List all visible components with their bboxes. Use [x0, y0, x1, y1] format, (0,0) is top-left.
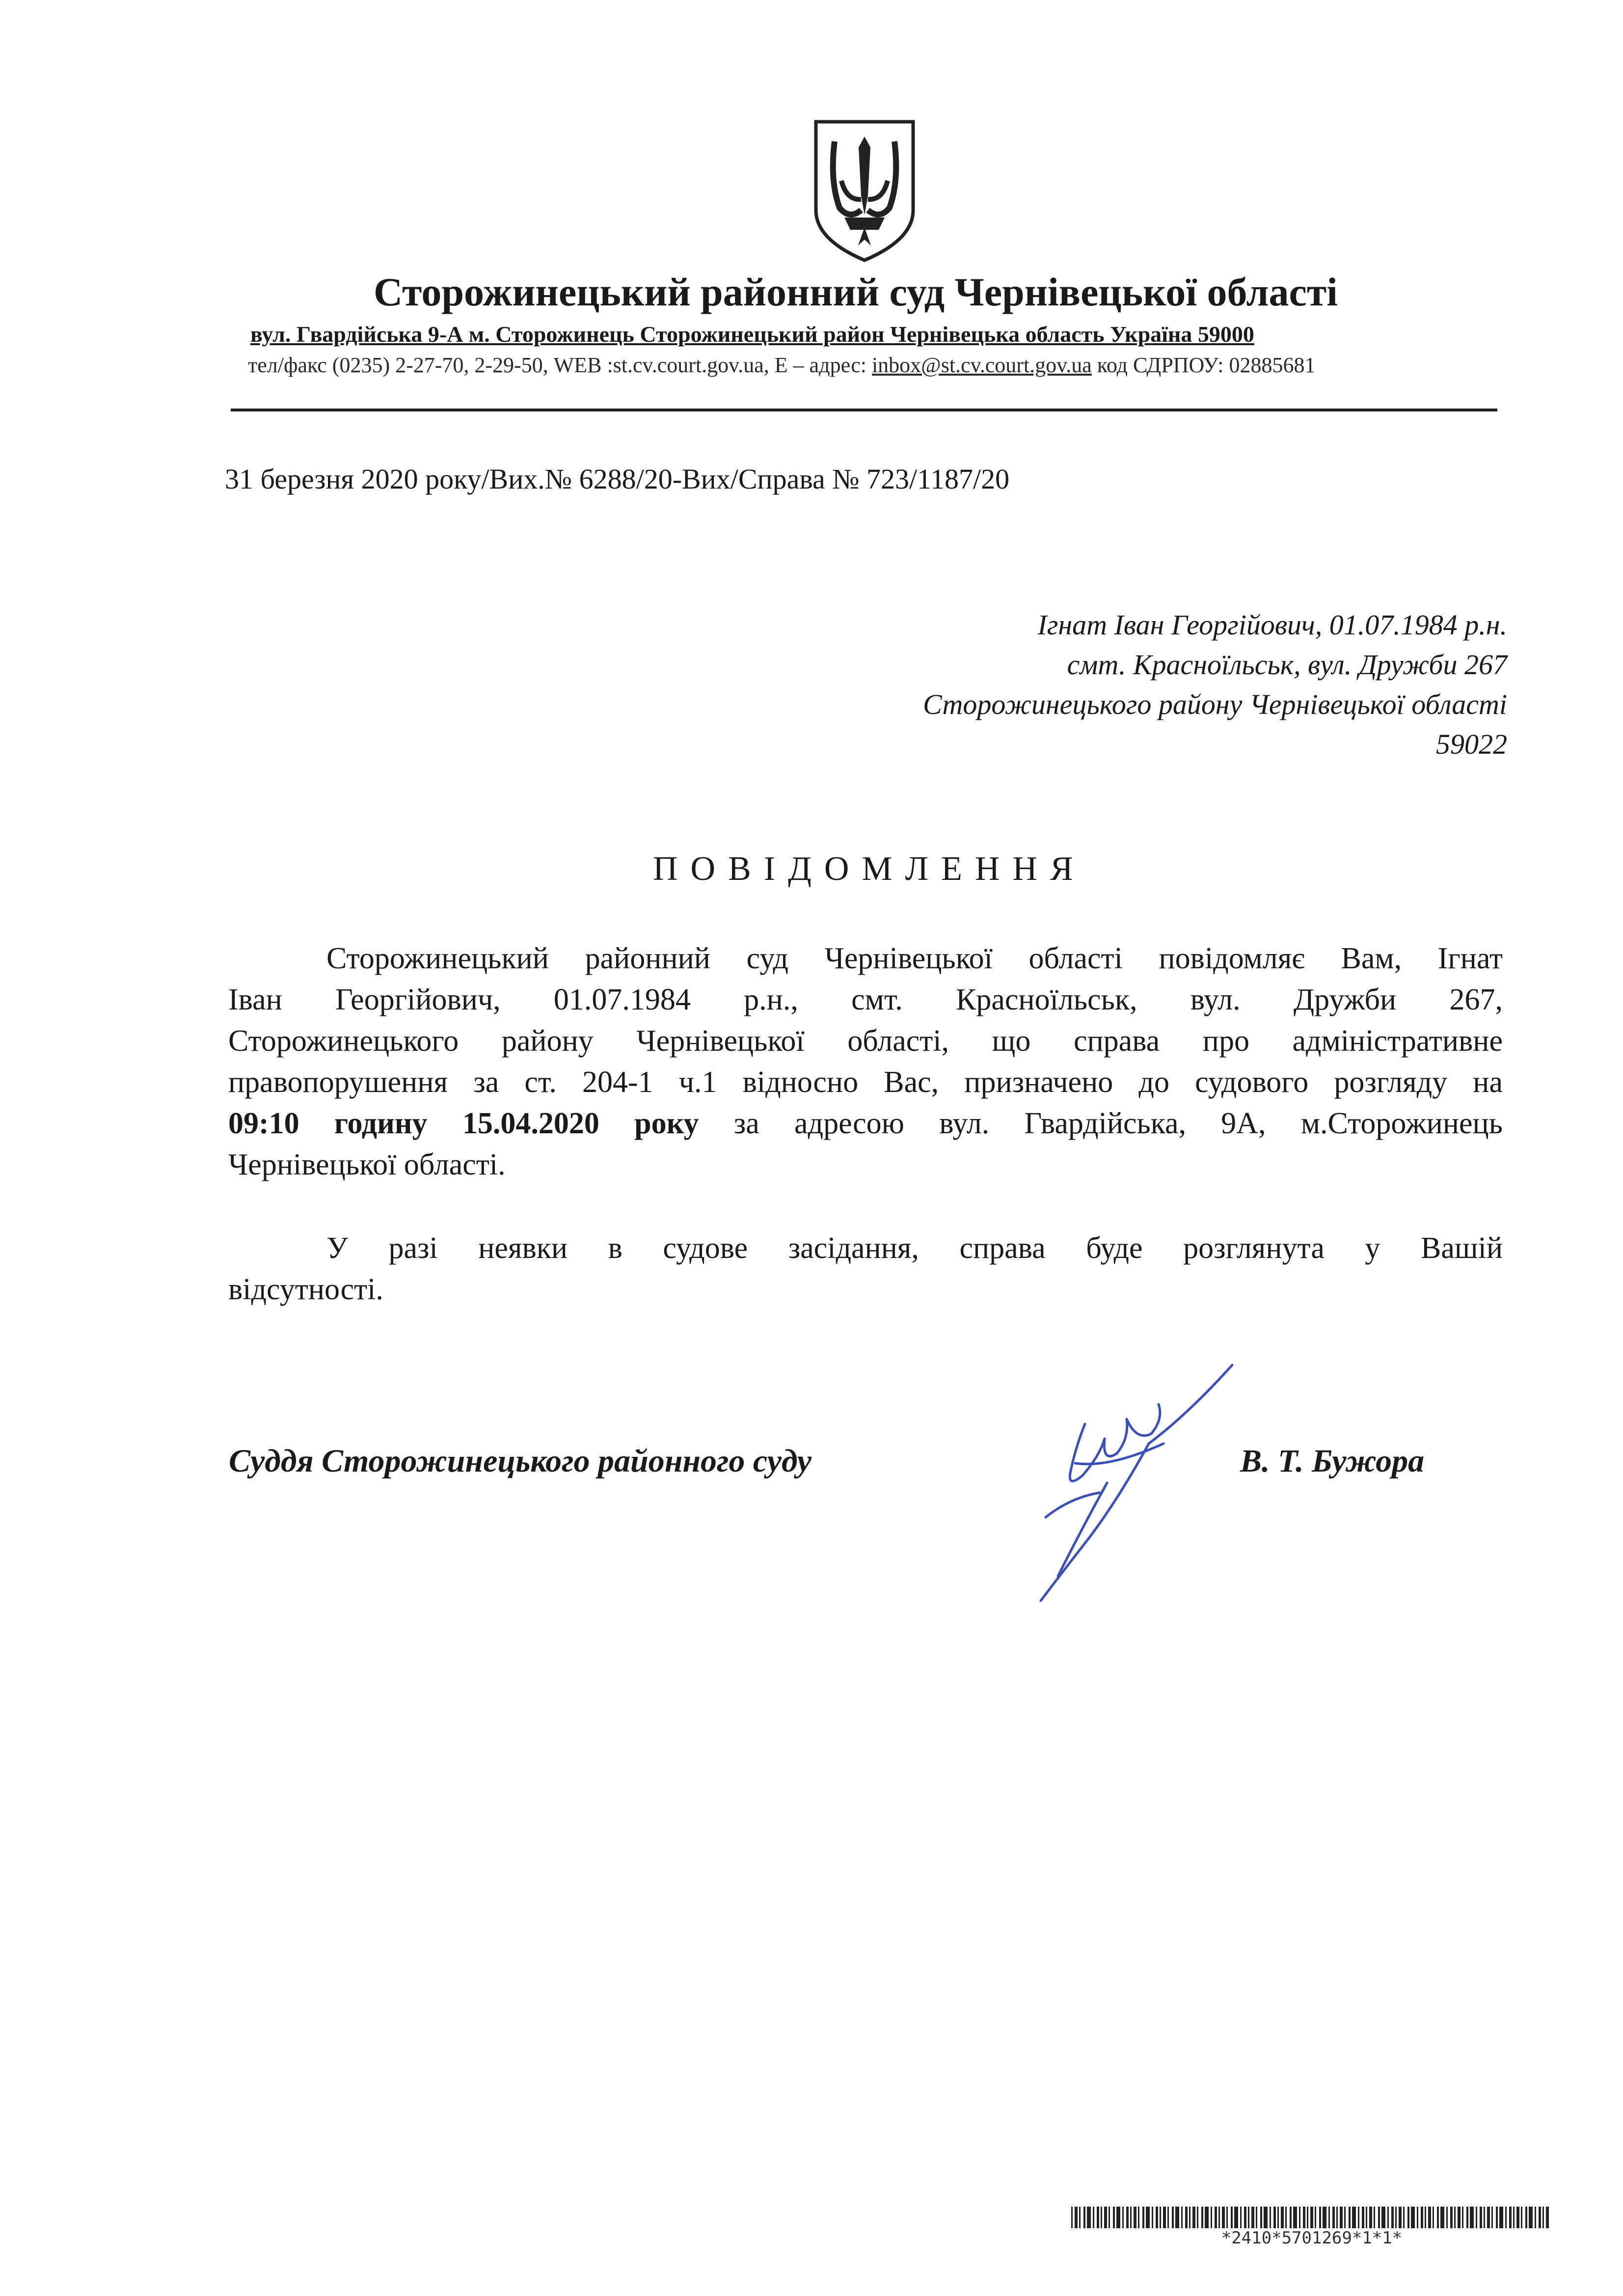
- notice-title: ПОВІДОМЛЕННЯ: [653, 850, 1086, 888]
- hearing-address: за адресою вул. Гвардійська, 9А, м.Сторожинець: [699, 1107, 1503, 1140]
- body-line: Іван Георгійович, 01.07.1984 р.н., смт. Красноїльськ, вул. Дружби 267,: [228, 983, 1503, 1016]
- body-paragraph-1: [228, 938, 1503, 1185]
- addressee-postcode: 59022: [1436, 728, 1507, 760]
- body-line: Чернівецької області.: [228, 1148, 506, 1181]
- body-line: Сторожинецький районний суд Чернівецької області повідомляє Вам, Ігнат: [326, 942, 1503, 975]
- judge-title: Суддя Сторожинецького районного суду: [229, 1443, 812, 1479]
- outgoing-reference: 31 березня 2020 року/Вих.№ 6288/20-Вих/Справа № 723/1187/20: [225, 463, 1010, 495]
- court-address: вул. Гвардійська 9-А м. Сторожинець Сторожинецький район Чернівецька область Україна 59000: [250, 322, 1254, 347]
- addressee-block: [623, 605, 1507, 764]
- header-divider: [231, 409, 1497, 411]
- court-contacts: [248, 353, 1315, 378]
- contacts-prefix: тел/факс (0235) 2-27-70, 2-29-50, WEB :st.cv.court.gov.ua, Е – адрес:: [248, 353, 872, 377]
- addressee-name: Ігнат Іван Георгійович, 01.07.1984 р.н.: [1037, 609, 1507, 641]
- hearing-datetime: 09:10 годину 15.04.2020 року: [228, 1107, 699, 1140]
- addressee-region: Сторожинецького району Чернівецької області: [922, 688, 1507, 720]
- body-line: правопорушення за ст. 204-1 ч.1 відносно Вас, призначено до судового розгляду на: [228, 1066, 1503, 1099]
- coat-of-arms-icon: [810, 117, 919, 264]
- body-line: відсутності.: [228, 1273, 383, 1306]
- judge-name: В. Т. Бужора: [1240, 1443, 1425, 1479]
- contacts-suffix: код СДРПОУ: 02885681: [1091, 353, 1316, 377]
- signature-icon: [1001, 1360, 1257, 1606]
- barcode-icon: [1071, 2207, 1552, 2228]
- body-line: Сторожинецького району Чернівецької області, що справа про адміністративне: [228, 1024, 1503, 1058]
- barcode-number: *2410*5701269*1*1*: [1221, 2228, 1403, 2248]
- body-line: У разі неявки в судове засідання, справа буде розглянута у Вашій: [326, 1231, 1503, 1265]
- email-link[interactable]: inbox@st.cv.court.gov.ua: [871, 353, 1092, 377]
- body-paragraph-2: [228, 1228, 1503, 1310]
- court-name-heading: Сторожинецький районний суд Чернівецької області: [374, 270, 1338, 314]
- addressee-street: смт. Красноїльськ, вул. Дружби 267: [1067, 649, 1507, 681]
- body-line: [228, 1103, 1503, 1144]
